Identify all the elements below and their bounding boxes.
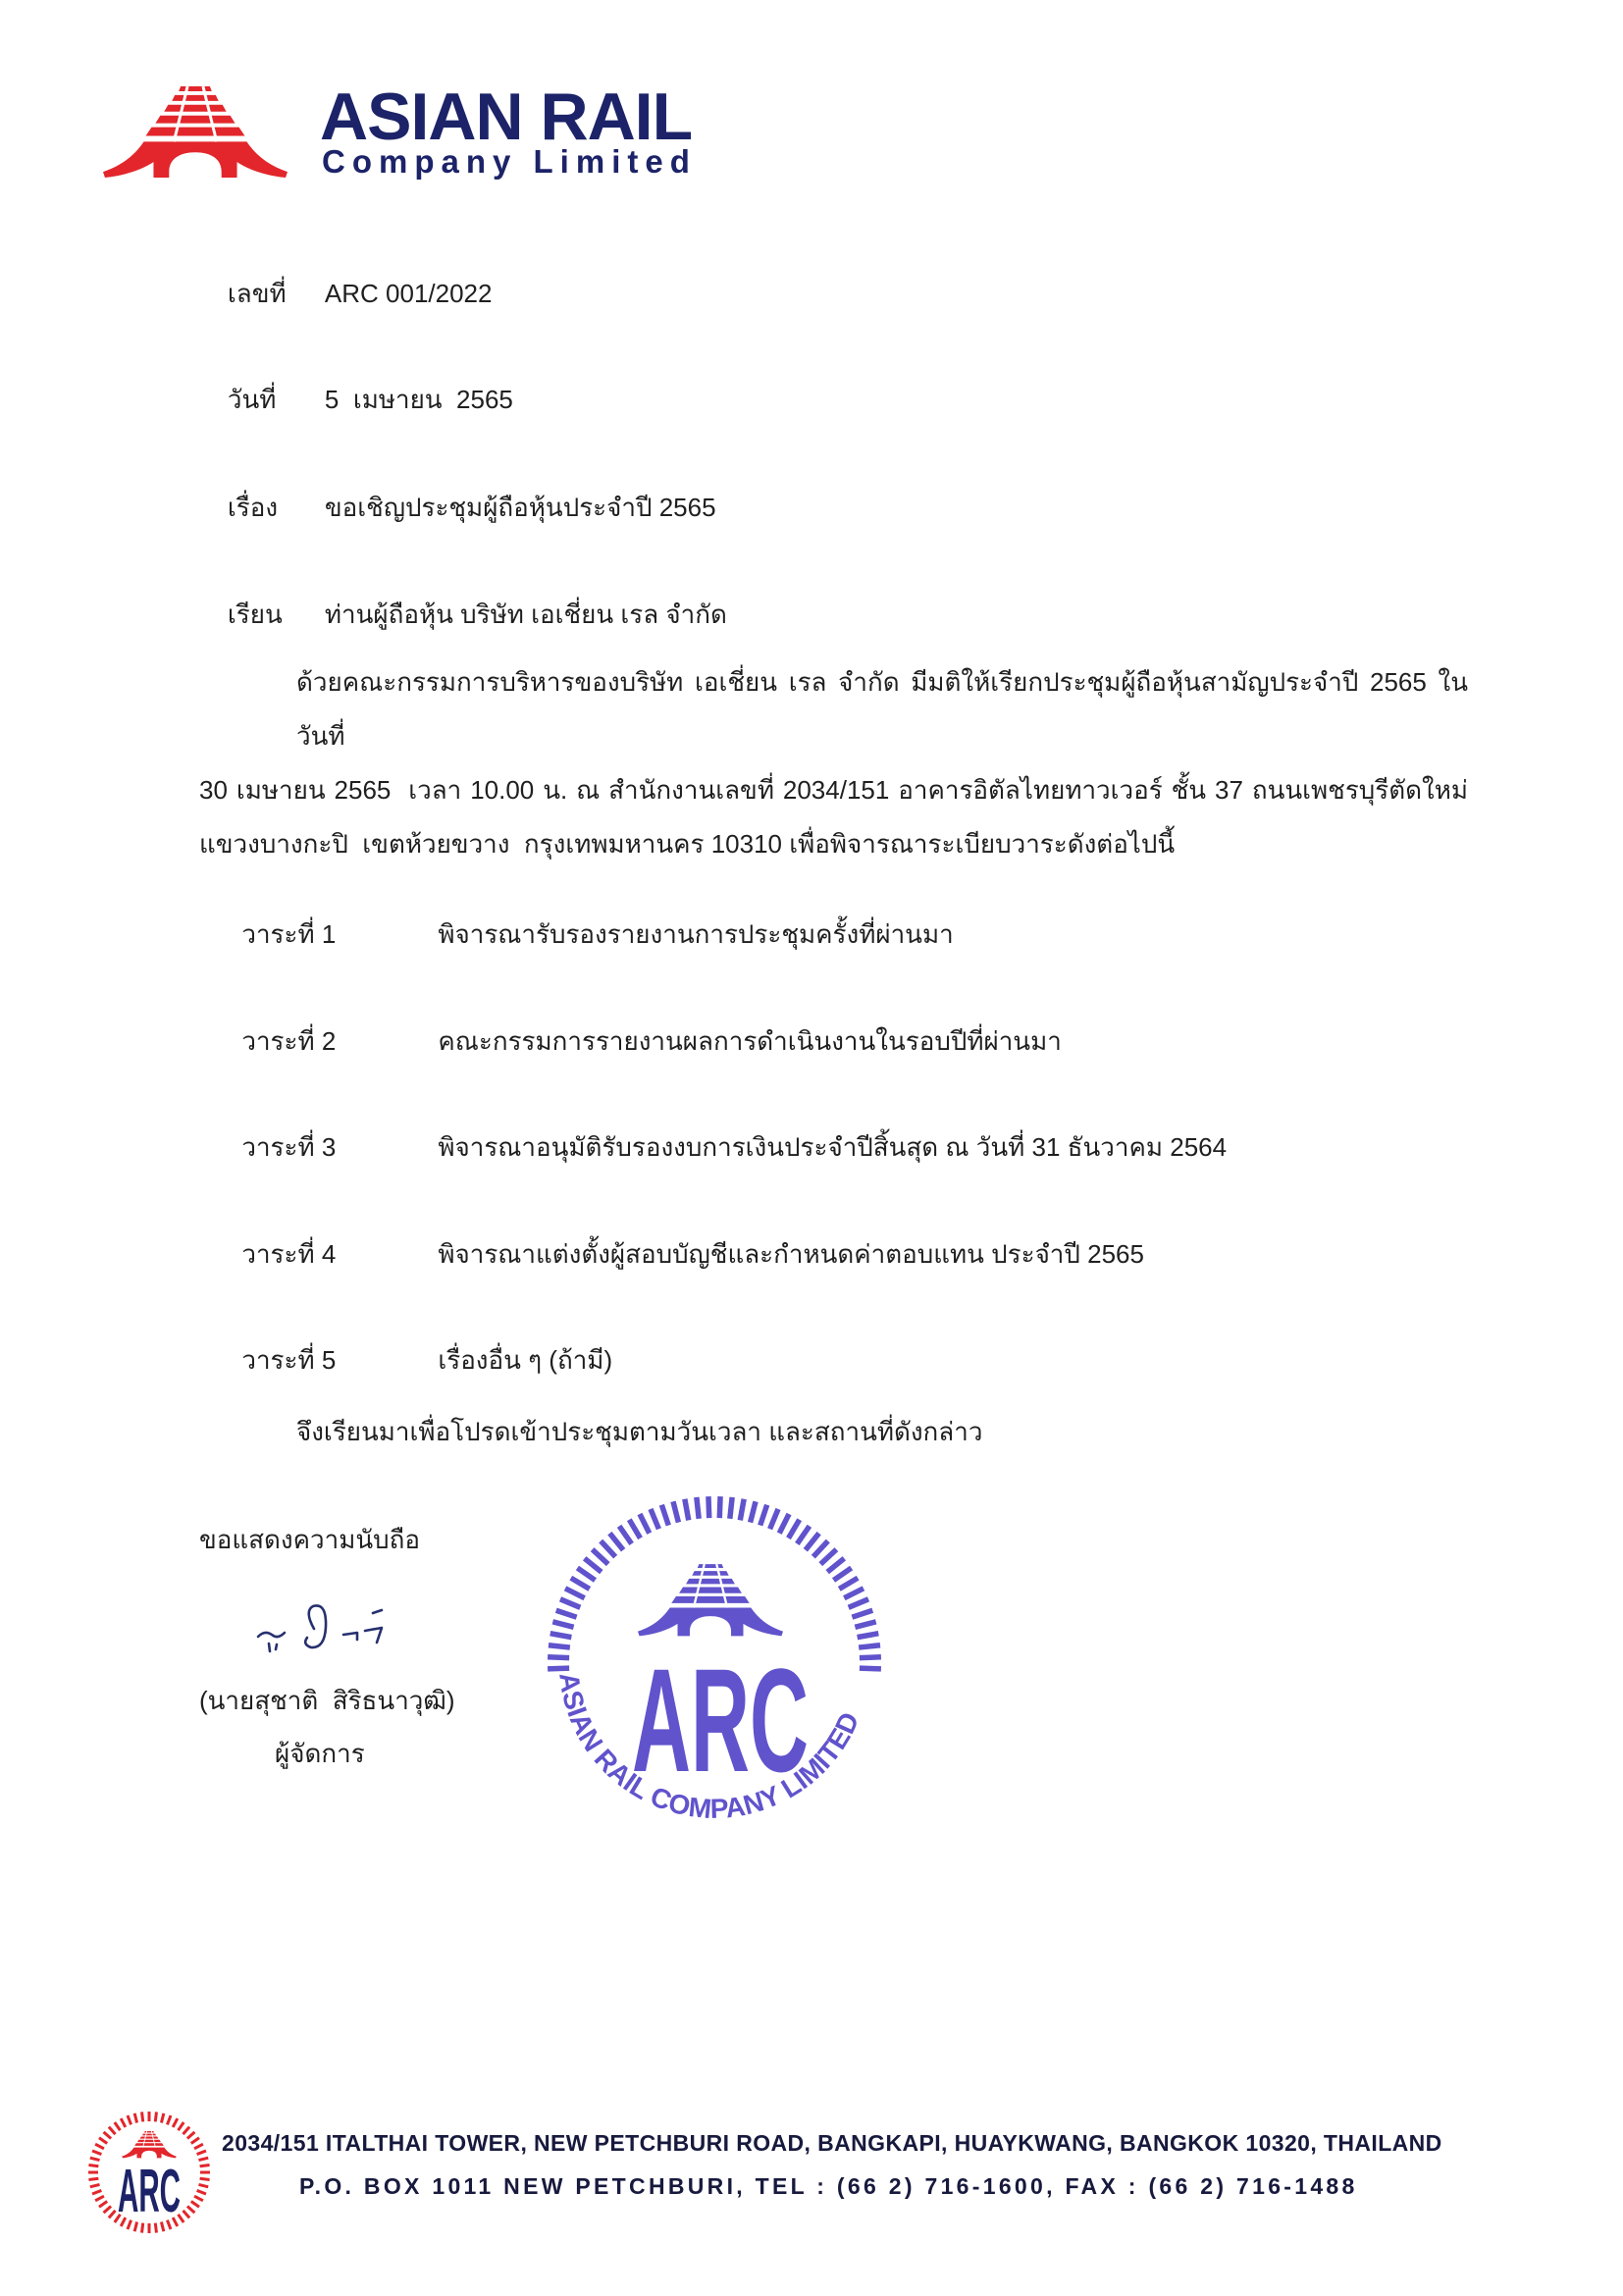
agenda-label: วาระที่ 1 xyxy=(241,919,337,949)
ring-tick xyxy=(560,1599,580,1607)
signature xyxy=(253,1597,410,1666)
ring-tick xyxy=(92,2151,101,2155)
ring-tick xyxy=(770,1509,778,1529)
agenda-item xyxy=(199,988,1468,1095)
ring-tick xyxy=(552,1622,573,1627)
paragraph-line: 30 เมษายน 2565 เวลา 10.00 น. ณ สำนักงานเลขที่ 2034/151 อาคารอิตัลไทยทาวเวอร์ ชั้น 37 ถนนเพชรบุรีตัดใหม่ xyxy=(199,775,1468,805)
ring-tick xyxy=(609,1534,623,1550)
ring-tick xyxy=(640,1514,650,1534)
ring-tick xyxy=(115,2122,121,2130)
signer-title: ผู้จัดการ xyxy=(275,1739,365,1768)
stamp-rail-icon xyxy=(638,1564,783,1636)
ring-tick xyxy=(797,1526,810,1543)
ring-tick xyxy=(549,1645,570,1647)
ring-tick xyxy=(142,2112,143,2121)
ring-tick xyxy=(858,1634,879,1638)
ring-tick xyxy=(197,2151,206,2155)
field-recipient xyxy=(199,561,727,667)
ring-tick xyxy=(104,2206,111,2213)
ring-tick xyxy=(155,2112,156,2121)
field-value: ท่านผู้ถือหุ้น บริษัท เอเชี่ยน เรล จำกัด xyxy=(324,600,727,629)
ring-tick xyxy=(95,2196,104,2201)
ring-tick xyxy=(194,2196,203,2201)
ring-tick xyxy=(859,1645,880,1647)
field-value: 5 เมษายน 2565 xyxy=(324,385,513,414)
agenda-text: คณะกรรมการรายงานผลการดำเนินงานในรอบปีที่ผ่านมา xyxy=(438,1025,1062,1056)
salutation: ขอแสดงความนับถือ xyxy=(199,1525,420,1554)
ring-tick xyxy=(197,2190,206,2194)
ring-tick xyxy=(813,1541,828,1557)
field-value: ขอเชิญประชุมผู้ถือหุ้นประจำปี 2565 xyxy=(324,493,716,522)
ring-tick xyxy=(128,2115,131,2124)
field-label: เลขที่ xyxy=(227,279,287,308)
ring-tick xyxy=(751,1501,756,1522)
ring-tick xyxy=(860,1657,881,1658)
ring-tick xyxy=(849,1599,868,1607)
ring-tick xyxy=(806,1534,819,1550)
company-stamp xyxy=(528,1477,901,1850)
field-label: เรื่อง xyxy=(227,493,279,522)
agenda-text: พิจารณาอนุมัติรับรองงบการเงินประจำปีสิ้นสุด ณ วันที่ 31 ธันวาคม 2564 xyxy=(438,1132,1228,1162)
field-date xyxy=(199,346,513,452)
ring-tick xyxy=(179,2122,184,2130)
ring-tick xyxy=(673,1501,678,1522)
ring-tick xyxy=(651,1509,658,1529)
ring-tick xyxy=(200,2178,210,2179)
ring-tick xyxy=(779,1514,789,1534)
ring-tick xyxy=(198,2184,208,2186)
company-name: ASIAN RAIL xyxy=(320,79,693,154)
ring-tick xyxy=(167,2115,171,2124)
agenda-label: วาระที่ 4 xyxy=(241,1238,337,1269)
ring-tick xyxy=(191,2138,199,2144)
ring-tick xyxy=(109,2211,116,2218)
field-label: เรียน xyxy=(227,600,283,629)
agenda-list xyxy=(199,881,1468,1414)
ring-tick xyxy=(730,1497,732,1519)
stamp-ring-textpath: ASIAN RAIL COMPANY LIMITED xyxy=(553,1670,865,1825)
ring-tick xyxy=(860,1668,881,1669)
ring-tick xyxy=(548,1657,569,1658)
ring-tick xyxy=(198,2158,208,2160)
ring-tick xyxy=(827,1558,844,1572)
agenda-item xyxy=(199,1094,1468,1201)
stamp-initials: ARC xyxy=(632,1638,809,1802)
agenda-label: วาระที่ 5 xyxy=(241,1345,337,1375)
ring-tick xyxy=(134,2113,136,2123)
rail-track-icon xyxy=(103,86,288,180)
ring-tick xyxy=(788,1520,799,1539)
agenda-item xyxy=(199,881,1468,988)
ring-tick xyxy=(187,2206,194,2213)
agenda-text: เรื่องอื่น ๆ (ถ้ามี) xyxy=(438,1345,613,1375)
footer-logo-initials: ARC xyxy=(118,2158,181,2225)
ring-tick xyxy=(740,1499,744,1521)
agenda-item xyxy=(199,1307,1468,1414)
agenda-text: พิจารณารับรองรายงานการประชุมครั้งที่ผ่านมา xyxy=(438,919,954,949)
ring-tick xyxy=(844,1589,864,1598)
ring-tick xyxy=(852,1610,872,1617)
ring-tick xyxy=(548,1668,569,1669)
ring-tick xyxy=(109,2127,116,2134)
ring-tick xyxy=(661,1505,668,1526)
ring-tick xyxy=(629,1520,640,1539)
agenda-item xyxy=(199,1201,1468,1308)
ring-tick xyxy=(619,1526,632,1543)
ring-tick xyxy=(88,2178,98,2179)
paragraph-line: แขวงบางกะปิ เขตห้วยขวาง กรุงเทพมหานคร 10310 เพื่อพิจารณาระเบียบวาระดังต่อไปนี้ xyxy=(199,829,1176,859)
ring-tick xyxy=(760,1505,767,1526)
body-paragraph xyxy=(199,655,1468,871)
footer-rail-icon xyxy=(122,2131,176,2158)
field-reference-number xyxy=(199,240,492,346)
signer-name: (นายสุชาติ สิริธนาวุฒิ) xyxy=(199,1686,455,1715)
ring-tick xyxy=(556,1610,577,1617)
field-value: ARC 001/2022 xyxy=(324,279,493,308)
agenda-text: พิจารณาแต่งตั้งผู้สอบบัญชีและกำหนดค่าตอบแทน ประจำปี 2565 xyxy=(438,1238,1144,1269)
ring-tick xyxy=(92,2190,101,2194)
ring-tick xyxy=(571,1578,590,1589)
ring-tick xyxy=(183,2127,189,2134)
company-suffix: Company Limited xyxy=(322,143,697,180)
ring-tick xyxy=(834,1568,852,1581)
ring-tick xyxy=(577,1568,595,1581)
ring-tick xyxy=(550,1634,572,1638)
field-label: วันที่ xyxy=(227,385,277,414)
ring-tick xyxy=(593,1549,608,1564)
ring-tick xyxy=(121,2118,126,2127)
paragraph-line: ด้วยคณะกรรมการบริหารของบริษัท เอเชี่ยน เรล จำกัด มีมติให้เรียกประชุมผู้ถือหุ้นสามัญประจำปี 2565 ในวันที่ xyxy=(296,667,1468,751)
ring-tick xyxy=(90,2184,100,2186)
footer-contact: P.O. BOX 1011 NEW PETCHBURI, TEL : (66 2) 716-1600, FAX : (66 2) 716-1488 xyxy=(299,2173,1358,2199)
closing-sentence: จึงเรียนมาเพื่อโปรดเข้าประชุมตามวันเวลา และสถานที่ดังกล่าว xyxy=(296,1417,983,1446)
ring-tick xyxy=(708,1496,709,1518)
ring-tick xyxy=(104,2132,111,2139)
agenda-label: วาระที่ 3 xyxy=(241,1132,337,1162)
ring-tick xyxy=(601,1541,615,1557)
ring-tick xyxy=(183,2211,189,2218)
ring-tick xyxy=(839,1578,858,1589)
ring-tick xyxy=(719,1496,720,1518)
field-subject xyxy=(199,454,716,560)
ring-tick xyxy=(855,1622,875,1627)
ring-tick xyxy=(90,2158,100,2160)
ring-tick xyxy=(697,1497,699,1519)
footer-address: 2034/151 ITALTHAI TOWER, NEW PETCHBURI ROAD, BANGKAPI, HUAYKWANG, BANGKOK 10320, THAILAND xyxy=(222,2130,1442,2156)
ring-tick xyxy=(685,1499,689,1521)
ring-tick xyxy=(161,2113,163,2123)
agenda-label: วาระที่ 2 xyxy=(241,1025,337,1056)
ring-tick xyxy=(99,2138,107,2144)
ring-tick xyxy=(820,1549,836,1564)
ring-tick xyxy=(99,2202,107,2208)
ring-tick xyxy=(585,1558,602,1572)
ring-tick xyxy=(173,2118,178,2127)
ring-tick xyxy=(187,2132,194,2139)
ring-tick xyxy=(194,2144,203,2149)
ring-tick xyxy=(191,2202,199,2208)
ring-tick xyxy=(565,1589,585,1598)
ring-tick xyxy=(95,2144,104,2149)
footer-logo xyxy=(86,2110,212,2235)
